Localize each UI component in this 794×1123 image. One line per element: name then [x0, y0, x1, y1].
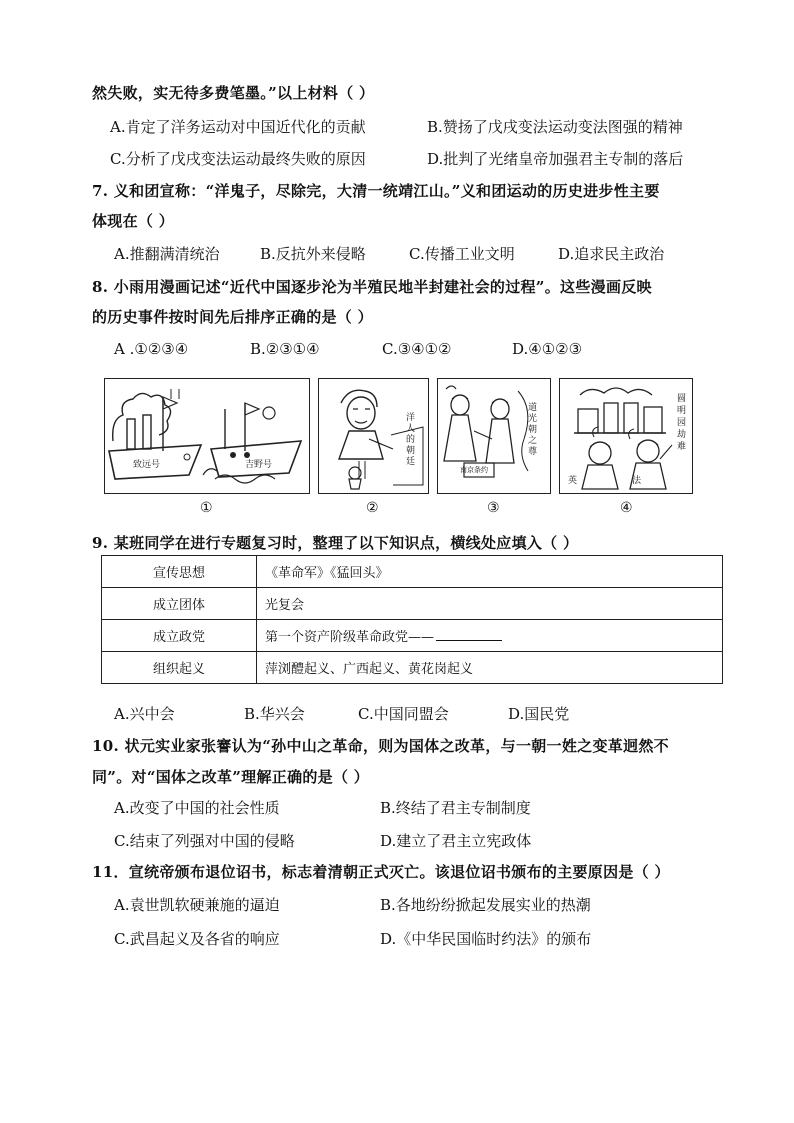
- row-value-with-blank: [257, 620, 723, 652]
- q7-option-d[interactable]: D.追求民主政治: [558, 245, 665, 263]
- q9-stem: 9. 某班同学在进行专题复习时，整理了以下知识点，横线处应填入（ ）: [92, 534, 579, 552]
- answer-blank[interactable]: [436, 629, 502, 641]
- q11-option-d[interactable]: D.《中华民国临时约法》的颁布: [380, 930, 592, 948]
- q7-option-b[interactable]: B.反抗外来侵略: [260, 245, 366, 263]
- row-key: 宣传思想: [102, 556, 257, 588]
- panel-number-4: ④: [620, 500, 633, 516]
- q8-stem-line2: 的历史事件按时间先后排序正确的是（ ）: [92, 308, 373, 326]
- cartoon-panel-3: [437, 378, 551, 494]
- q9-option-a[interactable]: A.兴中会: [114, 705, 175, 723]
- row-value: 第一个资产阶级革命政党——: [265, 630, 435, 645]
- ship-label-zhiyuan: 致远号: [133, 460, 161, 470]
- q6-option-a[interactable]: A.肯定了洋务运动对中国近代化的贡献: [110, 118, 366, 136]
- q9-option-c[interactable]: C.中国同盟会: [358, 705, 449, 723]
- q8-option-b[interactable]: B.②③①④: [250, 340, 320, 358]
- table-row: [102, 556, 723, 588]
- knowledge-table: [101, 555, 723, 684]
- q10-option-a[interactable]: A.改变了中国的社会性质: [114, 799, 280, 817]
- q6-option-b[interactable]: B.赞扬了戊戌变法运动变法图强的精神: [427, 118, 683, 136]
- panel-number-1: ①: [200, 500, 213, 516]
- row-key: 成立团体: [102, 588, 257, 620]
- panel-number-3: ③: [487, 500, 500, 516]
- q8-stem-line1: 8. 小雨用漫画记述“近代中国逐步沦为半殖民地半封建社会的过程”。这些漫画反映: [92, 278, 652, 296]
- table-row: [102, 652, 723, 684]
- panel-number-2: ②: [366, 500, 379, 516]
- q11-option-a[interactable]: A.袁世凯软硬兼施的逼迫: [114, 896, 280, 914]
- q8-option-c[interactable]: C.③④①②: [382, 340, 452, 358]
- q7-option-a[interactable]: A.推翻满清统治: [114, 245, 220, 263]
- q10-option-c[interactable]: C.结束了列强对中国的侵略: [114, 832, 295, 850]
- q6-option-c[interactable]: C.分析了戊戌变法运动最终失败的原因: [110, 150, 366, 168]
- q11-option-b[interactable]: B.各地纷纷掀起发展实业的热潮: [380, 896, 591, 914]
- q6-stem-tail: 然失败，实无待多费笔墨。”以上材料（ ）: [92, 84, 375, 102]
- q10-option-b[interactable]: B.终结了君主专制制度: [380, 799, 531, 817]
- q11-stem: 11．宣统帝颁布退位诏书，标志着清朝正式灭亡。该退位诏书颁布的主要原因是（ ）: [92, 863, 670, 881]
- cartoon-panel-1: [104, 378, 310, 494]
- panel3-caption: 道光朝之尊: [528, 403, 538, 457]
- q10-option-d[interactable]: D.建立了君主立宪政体: [380, 832, 532, 850]
- row-key: 成立政党: [102, 620, 257, 652]
- q10-stem-line1: 10. 状元实业家张謇认为“孙中山之革命，则为国体之改革，与一朝一姓之变革迥然不: [92, 737, 669, 755]
- q8-option-a[interactable]: A .①②③④: [114, 340, 189, 358]
- q8-option-d[interactable]: D.④①②③: [512, 340, 583, 358]
- row-value: 萍浏醴起义、广西起义、黄花岗起义: [257, 652, 723, 684]
- q11-option-c[interactable]: C.武昌起义及各省的响应: [114, 930, 280, 948]
- cartoon-panel-2: [318, 378, 429, 494]
- panel4-caption: 圆明园劫难: [677, 394, 687, 452]
- naval-battle-illustration: [105, 379, 309, 493]
- q9-option-d[interactable]: D.国民党: [508, 705, 570, 723]
- panel4-label-france: 法: [632, 476, 642, 486]
- panel3-treaty-label: 南京条约: [460, 466, 488, 474]
- q7-stem-line2: 体现在（ ）: [92, 212, 175, 230]
- panel2-caption: 洋人的朝廷: [406, 413, 416, 467]
- q9-option-b[interactable]: B.华兴会: [244, 705, 305, 723]
- table-row: [102, 588, 723, 620]
- row-key: 组织起义: [102, 652, 257, 684]
- row-value: 光复会: [257, 588, 723, 620]
- old-summer-palace-illustration: [560, 379, 692, 493]
- q7-option-c[interactable]: C.传播工业文明: [409, 245, 515, 263]
- ship-label-yoshino: 吉野号: [245, 460, 273, 470]
- table-row: [102, 620, 723, 652]
- q6-option-d[interactable]: D.批判了光绪皇帝加强君主专制的落后: [427, 150, 684, 168]
- row-value: 《革命军》《猛回头》: [257, 556, 723, 588]
- q7-stem-line1: 7. 义和团宣称：“洋鬼子，尽除完，大清一统靖江山。”义和团运动的历史进步性主要: [92, 182, 660, 200]
- panel4-label-britain: 英: [568, 476, 578, 486]
- q10-stem-line2: 同”。对“国体之改革”理解正确的是（ ）: [92, 768, 370, 786]
- cartoon-panel-4: [559, 378, 693, 494]
